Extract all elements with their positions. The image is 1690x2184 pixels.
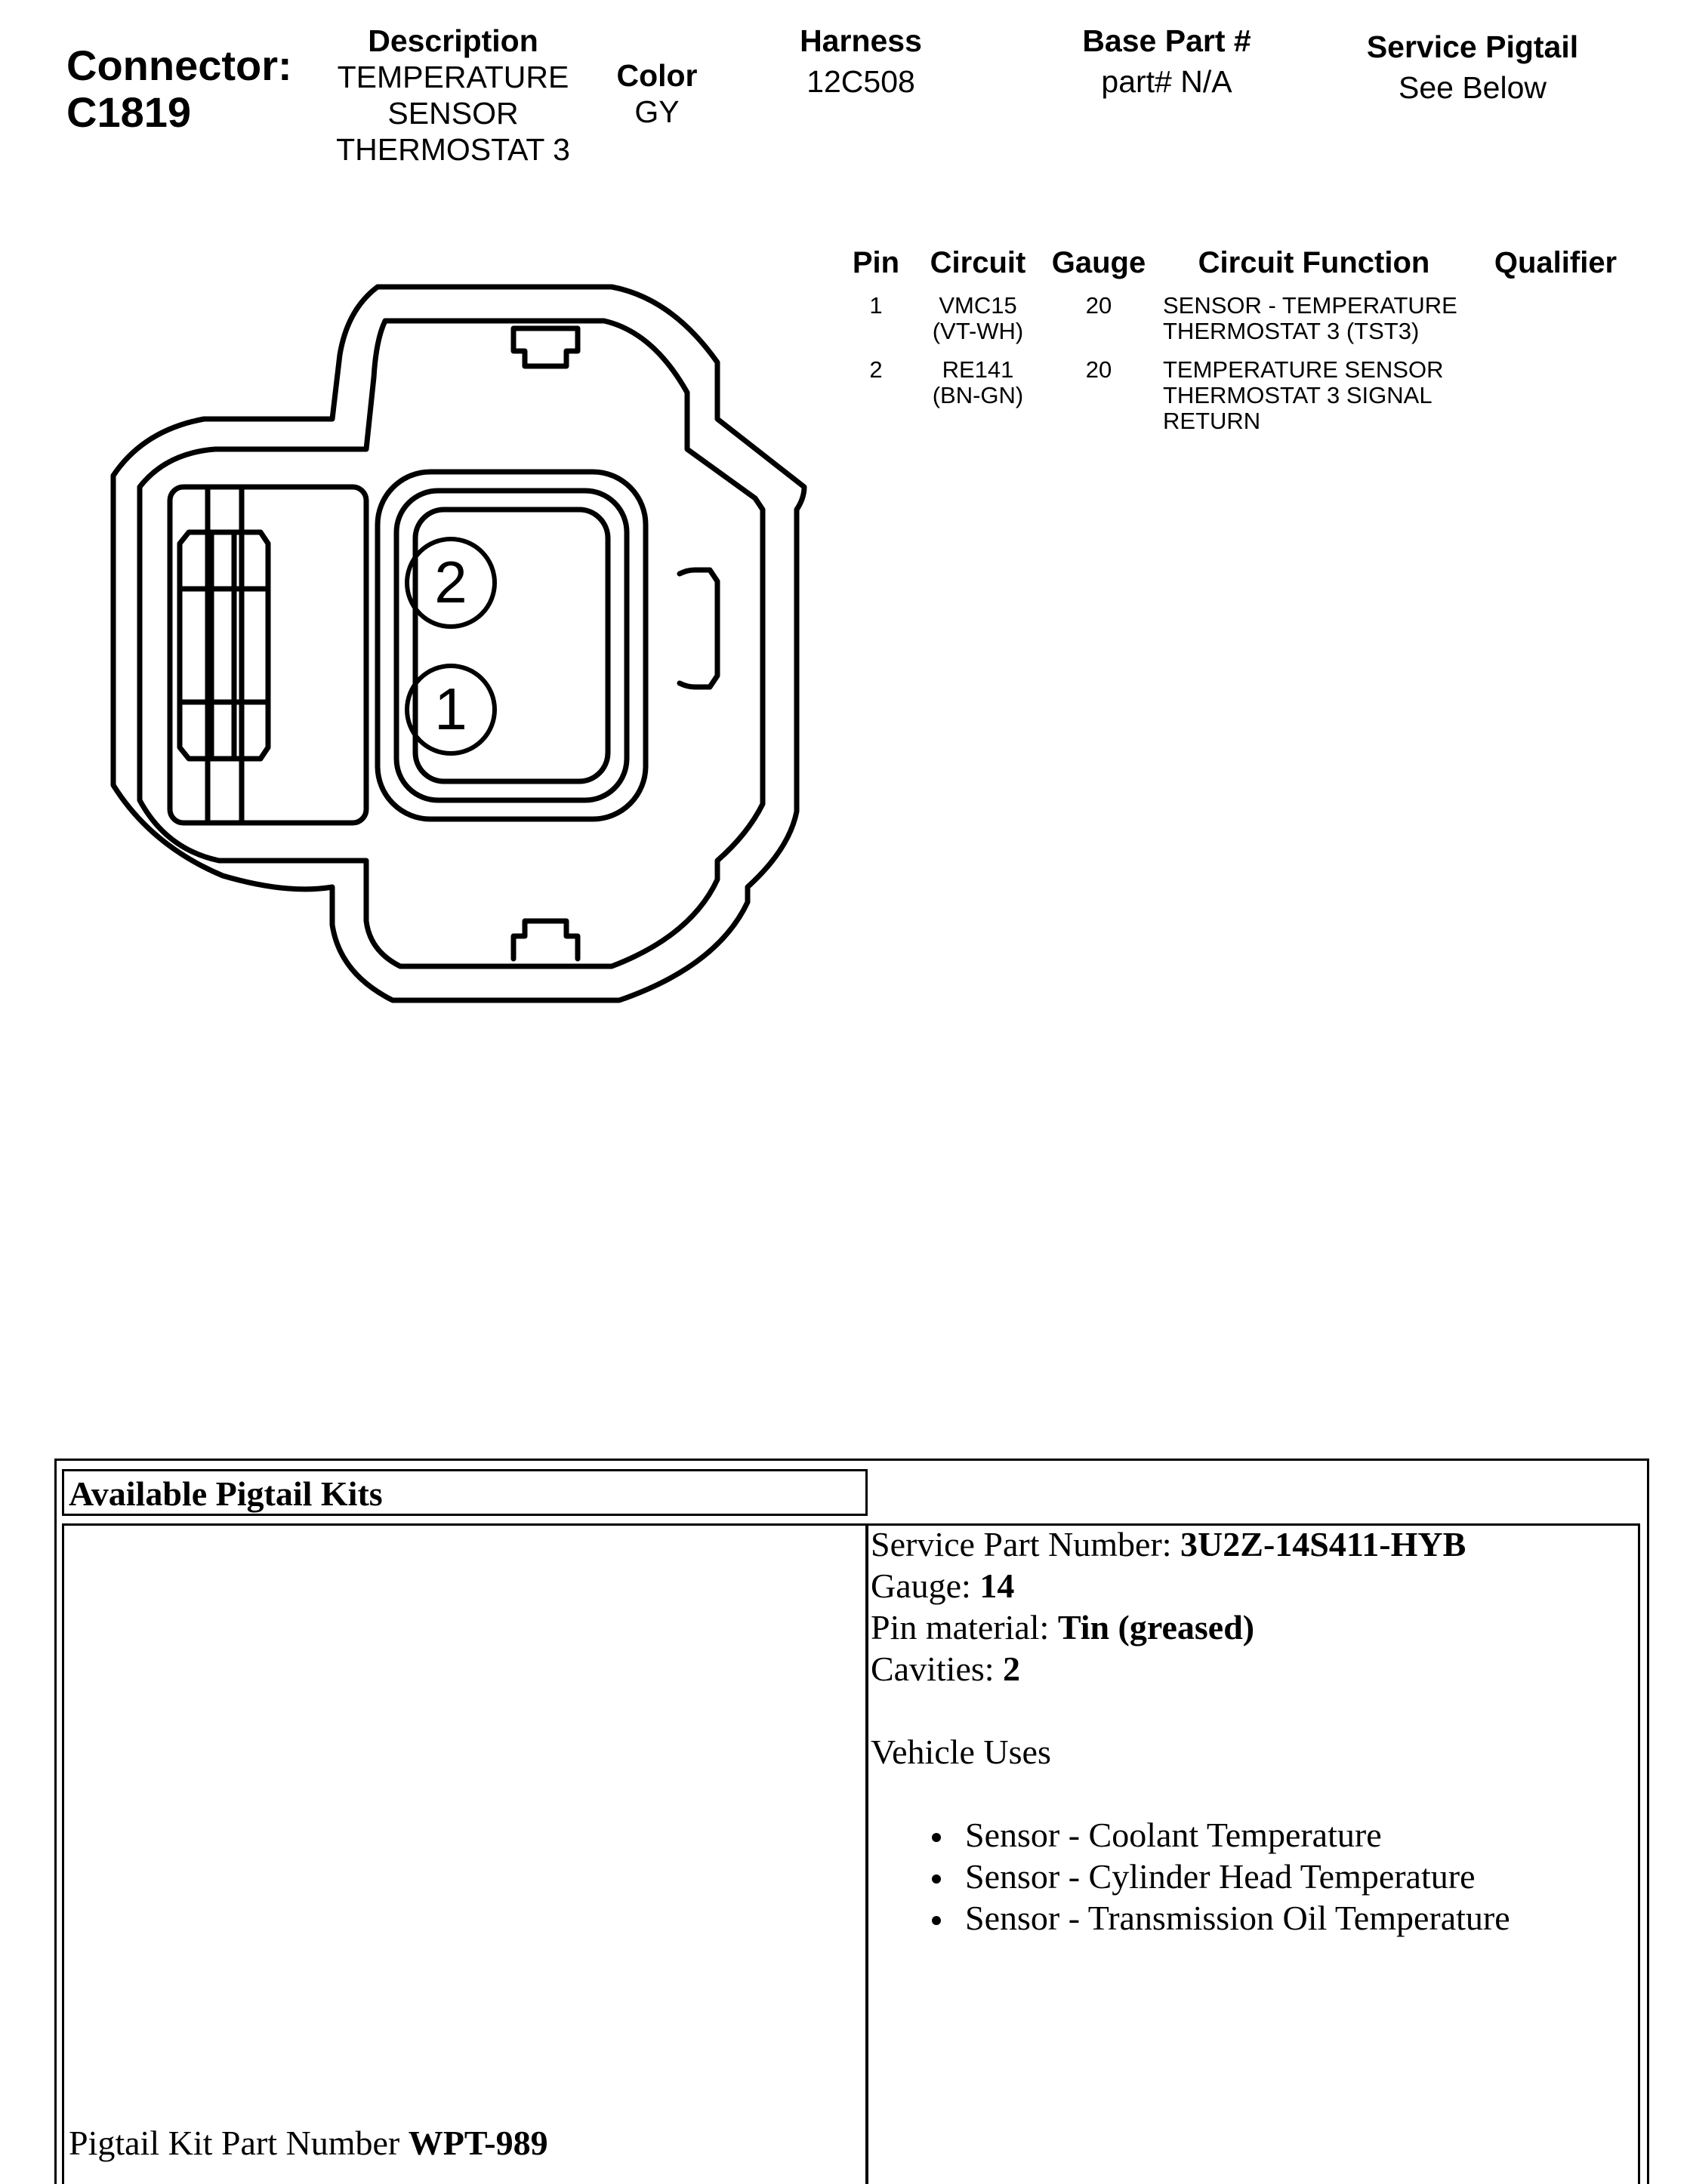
- table-row-1-function-line-2: THERMOSTAT 3 (TST3): [1163, 318, 1420, 344]
- table-row-2-function-line-2: THERMOSTAT 3 SIGNAL: [1163, 382, 1432, 408]
- gauge-row: [871, 1565, 1618, 1606]
- table-row-2-gauge: 20: [1085, 356, 1112, 383]
- service-pigtail-block: [1344, 29, 1601, 106]
- pigtail-title-box: [62, 1469, 868, 1516]
- description-block: [317, 23, 589, 168]
- cavity-mid: [396, 491, 627, 800]
- qualifier-col-header: Qualifier: [1494, 246, 1618, 279]
- table-row-1-pin: 1: [869, 292, 883, 319]
- right-latch: [680, 570, 717, 687]
- table-row-1-function-line-1: SENSOR - TEMPERATURE: [1163, 292, 1457, 319]
- color-block: [589, 57, 725, 130]
- pigtail-kit-info: [871, 1523, 1618, 1939]
- harness-block: [763, 23, 959, 100]
- pin-material-row: [871, 1606, 1618, 1648]
- bottom-key: [513, 921, 578, 959]
- connector-id: C1819: [66, 88, 192, 136]
- table-row-2-circuit-color: (BN-GN): [932, 382, 1024, 408]
- table-row-2-function-line-3: RETURN: [1163, 408, 1261, 434]
- cavities-label: Cavities:: [871, 1650, 1004, 1688]
- pigtail-image-box: [62, 1523, 868, 2184]
- base-part-value: part# N/A: [1101, 64, 1232, 99]
- pigtail-kit-part-number: WPT-989: [408, 2124, 548, 2162]
- service-part-label: Service Part Number:: [871, 1525, 1181, 1563]
- service-part-value: 3U2Z-14S411-HYB: [1180, 1525, 1466, 1563]
- pigtail-kit-part: [69, 2122, 548, 2164]
- cavities-row: [871, 1648, 1618, 1690]
- color-header: Color: [616, 58, 698, 93]
- function-col-header: Circuit Function: [1198, 246, 1430, 279]
- description-header: Description: [368, 23, 538, 58]
- gauge-label: Gauge:: [871, 1566, 980, 1605]
- vehicle-uses-label: Vehicle Uses: [871, 1733, 1051, 1771]
- harness-value: 12C508: [806, 64, 915, 99]
- gauge-col-header: Gauge: [1051, 246, 1146, 279]
- table-row-2-circuit: [914, 357, 1042, 408]
- list-item: Sensor - Cylinder Head Temperature: [965, 1856, 1618, 1897]
- table-row-1-circuit-code: VMC15: [939, 292, 1017, 319]
- service-pigtail-value: See Below: [1398, 70, 1547, 105]
- pin-col-header: Pin: [852, 246, 900, 279]
- pigtail-title: Available Pigtail Kits: [69, 1474, 383, 1513]
- table-row-2-function: [1163, 357, 1480, 434]
- connector-face-diagram: [91, 272, 816, 1019]
- pin-material-value: Tin (greased): [1057, 1608, 1255, 1646]
- list-item: Sensor - Coolant Temperature: [965, 1814, 1618, 1856]
- description-line-2: SENSOR: [387, 96, 519, 131]
- left-latch-clip: [180, 532, 268, 759]
- table-row-2-function-line-1: TEMPERATURE SENSOR: [1163, 356, 1444, 383]
- color-value: GY: [634, 94, 680, 129]
- service-part-row: [871, 1523, 1618, 1565]
- cavities-value: 2: [1003, 1650, 1021, 1688]
- housing-outer-outline: [113, 287, 804, 1000]
- left-latch-clip-ribs: [180, 532, 268, 759]
- table-row-1-gauge: 20: [1085, 292, 1112, 319]
- pin-1-label: 1: [434, 676, 467, 742]
- gauge-value: 14: [979, 1566, 1015, 1605]
- top-key: [513, 328, 578, 366]
- description-line-3: THERMOSTAT 3: [336, 132, 570, 167]
- vehicle-uses-list: [871, 1814, 1618, 1939]
- harness-header: Harness: [800, 23, 922, 58]
- connector-label: Connector:: [66, 42, 292, 89]
- list-item: Sensor - Transmission Oil Temperature: [965, 1897, 1618, 1939]
- table-row-1-circuit-color: (VT-WH): [932, 318, 1024, 344]
- base-part-header: Base Part #: [1082, 23, 1251, 58]
- table-row-1-circuit: [914, 293, 1042, 344]
- table-row-1-function: [1163, 293, 1480, 344]
- connector-title: [66, 42, 292, 136]
- description-line-1: TEMPERATURE: [337, 60, 569, 94]
- table-row-2-circuit-code: RE141: [942, 356, 1014, 383]
- base-part-block: [1050, 23, 1284, 100]
- pin-2-label: 2: [434, 549, 467, 615]
- service-pigtail-header: Service Pigtail: [1366, 29, 1579, 64]
- pigtail-kit-part-label: Pigtail Kit Part Number: [69, 2124, 409, 2162]
- table-row-2-pin: 2: [869, 356, 883, 383]
- pin-material-label: Pin material:: [871, 1608, 1058, 1646]
- circuit-col-header: Circuit: [930, 246, 1026, 279]
